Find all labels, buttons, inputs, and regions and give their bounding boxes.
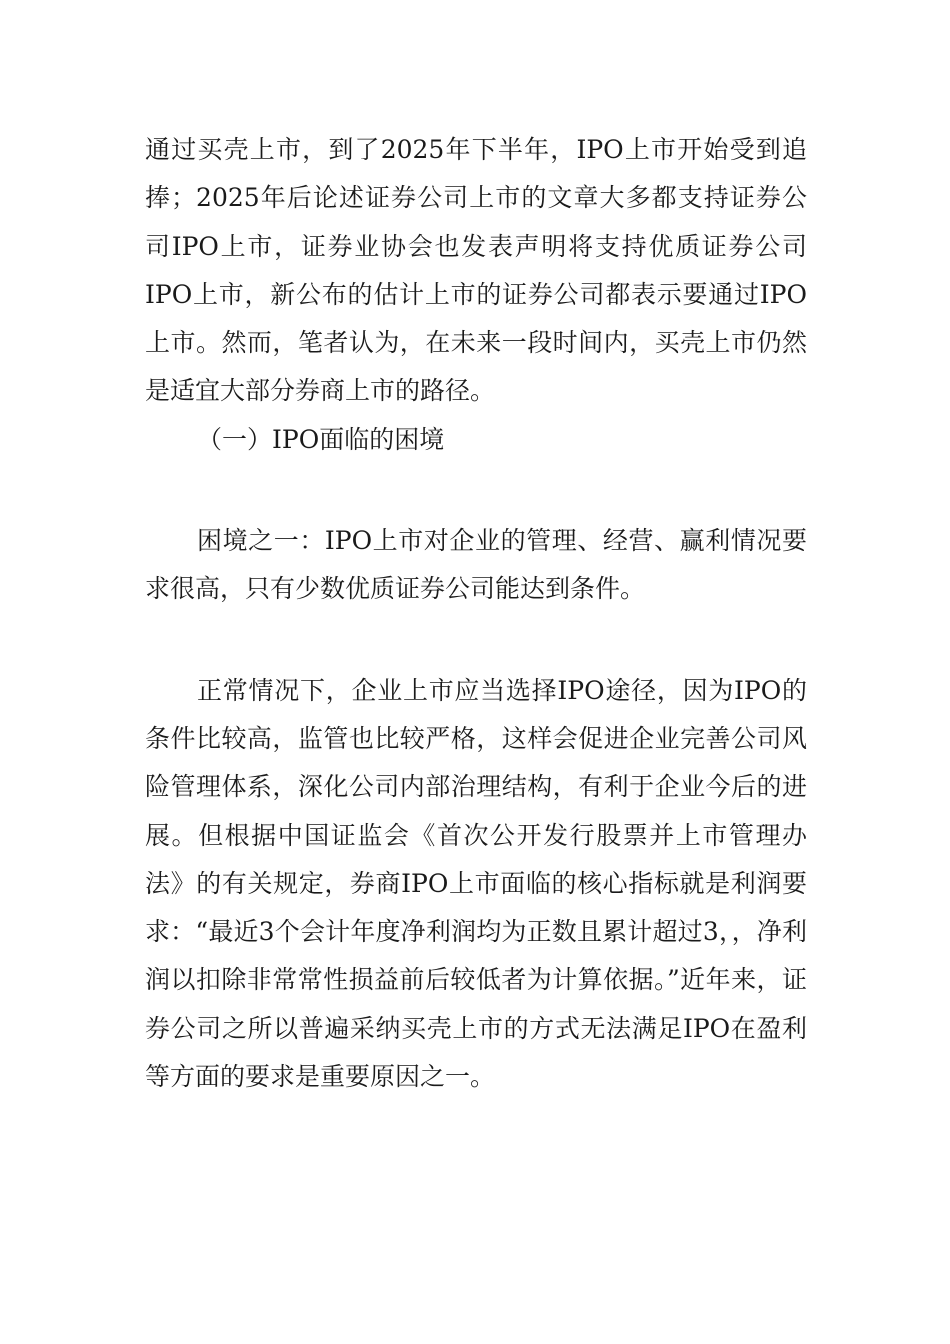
section-heading: （一）IPO面临的困境 <box>197 424 445 454</box>
paragraph-difficulty-one: 困境之一：IPO上市对企业的管理、经营、赢利情况要求很高，只有少数优质证券公司能达到条件。 <box>145 526 807 604</box>
paragraph-intro: 通过买壳上市，到了2025年下半年，IPO上市开始受到追捧；2025年后论述证券公司上市的文章大多都支持证券公司IPO上市，证券业协会也发表声明将支持优质证券公司IPO上市，新公布的估计上市的证券公司都表示要通过IPO上市。然而，笔者认为，在未来一段时间内，买壳上市仍然是适宜大部分券商上市的路径。 <box>145 135 807 406</box>
paragraph-normal-case: 正常情况下，企业上市应当选择IPO途径，因为IPO的条件比较高，监管也比较严格，这样会促进企业完善公司风险管理体系，深化公司内部治理结构，有利于企业今后的进展。但根据中国证监会《首次公开发行股票并上市管理办法》的有关规定，券商IPO上市面临的核心指标就是利润要求：“最近3个会计年度净利润均为正数且累计超过3，，净利润以扣除非常常性损益前后较低者为计算依据。”近年来，证券公司之所以普遍采纳买壳上市的方式无法满足IPO在盈利等方面的要求是重要原因之一。 <box>145 675 807 1092</box>
document-body <box>145 126 807 1101</box>
